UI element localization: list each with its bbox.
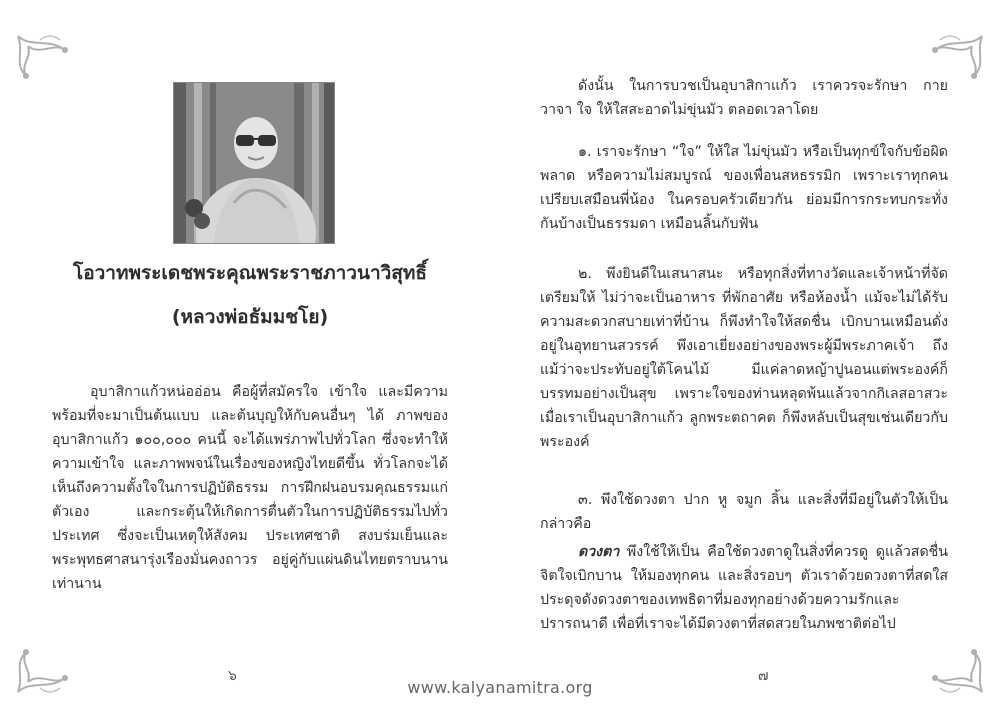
eyes-text-block (540, 540, 948, 636)
item3-text: ๓. พึงใช้ดวงตา ปาก หู จมูก ลิ้น และสิ่งที่มีอยู่ในตัวให้เป็นกล่าวคือ (540, 492, 948, 532)
page-number-left: ๖ (228, 668, 237, 684)
sermon-title: โอวาทพระเดชพระคุณพระราชภาวนาวิสุทธิ์ (72, 262, 428, 284)
right-page (500, 0, 1000, 709)
item3-paragraph (540, 488, 948, 536)
ornament-top-left-icon (10, 28, 120, 88)
right-intro-text: ดังนั้น ในการบวชเป็นอุบาสิกาแก้ว เราควรจะรักษา กาย วาจา ใจ ให้ใสสะอาดไม่ขุ่นมัว ตลอดเวลาโดย (540, 78, 948, 118)
sermon-subtitle: (หลวงพ่อธัมมชโย) (171, 306, 329, 328)
page-number-right: ๗ (758, 668, 769, 684)
item1-text: ๑. เราจะรักษา “ใจ” ให้ใส ไม่ขุ่นมัว หรือเป็นทุกข์ใจกับข้อผิดพลาด หรือความไม่สมบูรณ์ ของเพื่อนสหธรรมิก เพราะเราทุกคนเปรียบเสมือนพี่น้อง ในครอบครัวเดียวกัน ย่อมมีการกระทบกระทั่งกันบ้างเป็นธรรมดา เหมือนลิ้นกับฟัน (540, 144, 948, 232)
eyes-term: ดวงตา (578, 544, 620, 560)
left-body-text: อุบาสิกาแก้วหน่ออ่อน คือผู้ที่สมัครใจ เข้าใจ และมีความพร้อมที่จะมาเป็นต้นแบบ และต้นบุญให้กับคนอื่นๆ ได้ ภาพของอุบาสิกาแก้ว ๑๐๐,๐๐๐ คนนี้ จะได้แพร่ภาพไปทั่วโลก ซึ่งจะทำให้ความเข้าใจ และภาพพจน์ในเรื่องของหญิงไทยดีขึ้น ทั่วโลกจะได้เห็นถึงความตั้งใจในการปฏิบัติธรรม การฝึกฝนอบรมคุณธรรมแก่ตัวเอง และกระตุ้นให้เกิดการตื่นตัวในการปฏิบัติธรรมไปทั่วประเทศ ซึ่งจะเป็นเหตุให้สังคม ประเทศชาติ สงบร่มเย็นและพระพุทธศาสนารุ่งเรืองมั่นคงถาวร อยู่คู่กับแผ่นดินไทยตราบนานเท่านาน (52, 384, 448, 592)
footer-website-url: www.kalyanamitra.org (407, 678, 593, 697)
right-intro-paragraph (540, 74, 948, 122)
item2-text: ๒. พึงยินดีในเสนาสนะ หรือทุกสิ่งที่ทางวัดและเจ้าหน้าที่จัดเตรียมให้ ไม่ว่าจะเป็นอาหาร ที่พักอาศัย หรือห้องน้ำ แม้จะไม่ได้รับความสะดวกสบายเท่าที่บ้าน ก็พึงทำใจให้สดชื่น เบิกบานเหมือนดั่งอยู่ในอุทยานสวรรค์ พึงเอาเยี่ยงอย่างของพระผู้มีพระภาคเจ้า ถึงแม้ว่าจะประทับอยู่ใต้โคนไม้ มีแค่ลาดหญ้าปูนอนแต่พระองค์ก็บรรทมอย่างเป็นสุข เพราะใจของท่านหลุดพ้นแล้วจากกิเลสอาสวะ เมื่อเราเป็นอุบาสิกาแก้ว ลูกพระตถาคต ก็พึงหลับเป็นสุขเช่นเดียวกับพระองค์ (540, 266, 948, 450)
monk-portrait-photo (173, 82, 335, 244)
eyes-paragraph (540, 540, 948, 636)
item2-paragraph (540, 262, 948, 454)
eyes-text: พึงใช้ให้เป็น คือใช้ดวงตาดูในสิ่งที่ควรดู ดูแล้วสดชื่นจิตใจเบิกบาน ให้มองทุกคน และสิ่งรอบๆ ตัวเราด้วยดวงตาที่สดใสประดุจดังดวงตาของเทพธิดาที่มองทุกอย่างด้วยความรักและปรารถนาดี เพื่อที่เราจะได้มีดวงตาที่สดสวยในภพชาติต่อไป (540, 544, 948, 632)
item1-paragraph (540, 140, 948, 236)
left-body-paragraph (52, 380, 448, 596)
